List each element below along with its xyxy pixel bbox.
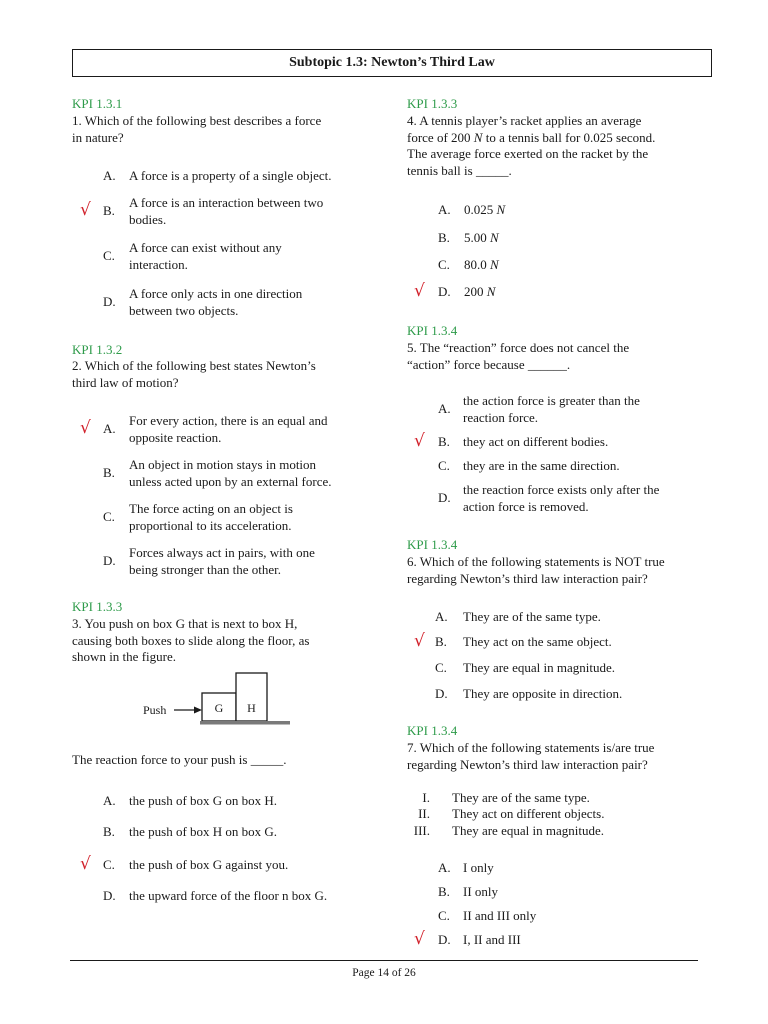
stem-line: tennis ball is _____. — [407, 162, 512, 178]
option-text: A force is an interaction between two — [129, 195, 324, 210]
push-boxes-figure — [130, 668, 300, 730]
option-text: the action force is greater than the — [463, 393, 640, 408]
question-stem — [72, 616, 309, 666]
option-text: II and III only — [463, 908, 537, 923]
floor — [200, 721, 290, 725]
option-letter: C. — [438, 458, 450, 473]
option-text: action force is removed. — [463, 498, 589, 514]
option-letter: B. — [438, 434, 450, 449]
option-text: they act on different bodies. — [463, 434, 609, 449]
option-text: the push of box G on box H. — [129, 793, 278, 808]
correct-check-icon: √ — [80, 418, 91, 438]
option-letter: D. — [103, 553, 116, 568]
option-text: being stronger than the other. — [129, 561, 281, 577]
option-text: the push of box H on box G. — [129, 824, 278, 839]
statement-text: They are equal in magnitude. — [452, 823, 604, 838]
question-stem — [72, 358, 316, 391]
question-stem — [407, 554, 665, 587]
statement-text: They act on different objects. — [452, 806, 605, 821]
kpi-label: KPI 1.3.4 — [407, 537, 458, 552]
option-letter: A. — [438, 401, 451, 416]
stem-line: third law of motion? — [72, 374, 179, 390]
option-letter: B. — [103, 824, 115, 839]
option-letter: C. — [103, 509, 115, 524]
stem-line: 6. Which of the following statements is NOT true — [407, 554, 665, 569]
option-letter: C. — [438, 908, 450, 923]
stem-line: 2. Which of the following best states Newton’s — [72, 358, 316, 373]
option-letter: A. — [103, 421, 116, 436]
option-text: They are equal in magnitude. — [463, 660, 615, 675]
option-letter: D. — [438, 490, 451, 505]
option-letter: B. — [438, 230, 450, 245]
option-text: I only — [463, 860, 494, 875]
stem-line: causing both boxes to slide along the floor, as — [72, 632, 310, 648]
option-text: They are of the same type. — [463, 609, 601, 624]
option-text: II only — [463, 884, 499, 899]
option-text: A force only acts in one direction — [129, 286, 303, 301]
option-letter: C. — [435, 660, 447, 675]
footer-divider — [70, 960, 698, 961]
correct-check-icon: √ — [414, 929, 425, 949]
option-letter: C. — [103, 857, 115, 872]
question-stem — [407, 740, 654, 773]
option-text: Forces always act in pairs, with one — [129, 545, 315, 560]
option-text: An object in motion stays in motion — [129, 457, 317, 472]
stem-line: 3. You push on box G that is next to box H, — [72, 616, 298, 631]
stem-line: in nature? — [72, 129, 124, 145]
kpi-label: KPI 1.3.2 — [72, 342, 123, 357]
option-text: unless acted upon by an external force. — [129, 473, 332, 489]
option-letter: C. — [103, 248, 115, 263]
option-text: proportional to its acceleration. — [129, 517, 292, 533]
question-stem — [407, 113, 655, 179]
statement-text: They are of the same type. — [452, 790, 590, 805]
option-letter: D. — [103, 888, 116, 903]
statement-number: I. — [422, 790, 430, 805]
option-letter: B. — [103, 203, 115, 218]
option-text: 5.00 N — [464, 230, 499, 245]
kpi-label: KPI 1.3.1 — [72, 96, 123, 111]
option-text: I, II and III — [463, 932, 521, 947]
kpi-label: KPI 1.3.3 — [72, 599, 123, 614]
option-letter: A. — [103, 793, 116, 808]
correct-check-icon: √ — [80, 854, 91, 874]
question-stem — [407, 340, 629, 373]
correct-check-icon: √ — [414, 281, 425, 301]
stem-line: regarding Newton’s third law interaction pair? — [407, 756, 648, 772]
option-text: interaction. — [129, 256, 188, 272]
option-letter: A. — [103, 168, 116, 183]
option-letter: D. — [438, 932, 451, 947]
option-text: The force acting on an object is — [129, 501, 293, 516]
question-stem — [72, 113, 321, 146]
box-g-label: G — [214, 701, 224, 715]
option-text: 0.025 N — [464, 202, 506, 217]
stem-line: The average force exerted on the racket by the — [407, 146, 649, 161]
stem-line: “action” force because ______. — [407, 356, 571, 372]
option-text: 80.0 N — [464, 257, 499, 272]
push-arrow-head-icon — [194, 707, 202, 714]
option-letter: A. — [435, 609, 448, 624]
option-letter: B. — [103, 465, 115, 480]
option-text: the reaction force exists only after the — [463, 482, 660, 497]
option-text: opposite reaction. — [129, 429, 222, 445]
option-letter: D. — [438, 284, 451, 299]
kpi-label: KPI 1.3.3 — [407, 96, 458, 111]
stem-line: 1. Which of the following best describes a force — [72, 113, 322, 128]
statement-number: III. — [413, 823, 430, 838]
stem-line: 4. A tennis player’s racket applies an average — [407, 113, 642, 128]
push-label: Push — [143, 703, 167, 717]
stem-line: force of 200 N to a tennis ball for 0.025 second. — [407, 129, 656, 145]
correct-check-icon: √ — [414, 431, 425, 451]
option-letter: D. — [435, 686, 448, 701]
correct-check-icon: √ — [80, 200, 91, 220]
correct-check-icon: √ — [414, 631, 425, 651]
option-text: bodies. — [129, 211, 167, 227]
option-text: They are opposite in direction. — [463, 686, 623, 701]
option-text: A force can exist without any — [129, 240, 282, 255]
option-letter: B. — [435, 634, 447, 649]
statement-number: II. — [418, 806, 430, 821]
box-h-label: H — [247, 701, 256, 715]
option-text: the push of box G against you. — [129, 857, 289, 872]
option-text: A force is a property of a single object. — [129, 168, 332, 183]
page-number: Page 14 of 26 — [352, 967, 416, 979]
kpi-label: KPI 1.3.4 — [407, 723, 458, 738]
stem-line: shown in the figure. — [72, 649, 176, 664]
stem-line: regarding Newton’s third law interaction pair? — [407, 570, 648, 586]
option-letter: C. — [438, 257, 450, 272]
option-letter: B. — [438, 884, 450, 899]
option-letter: D. — [103, 294, 116, 309]
question-prompt: The reaction force to your push is _____. — [72, 752, 287, 767]
option-text: they are in the same direction. — [463, 458, 620, 473]
option-letter: A. — [438, 202, 451, 217]
option-text: For every action, there is an equal and — [129, 413, 328, 428]
option-letter: A. — [438, 860, 451, 875]
kpi-label: KPI 1.3.4 — [407, 323, 458, 338]
page-title: Subtopic 1.3: Newton’s Third Law — [72, 49, 712, 77]
option-text: reaction force. — [463, 409, 539, 425]
stem-line: 5. The “reaction” force does not cancel the — [407, 340, 630, 355]
option-text: 200 N — [464, 284, 496, 299]
option-text: between two objects. — [129, 302, 239, 318]
option-text: the upward force of the floor n box G. — [129, 888, 328, 903]
option-text: They act on the same object. — [463, 634, 612, 649]
stem-line: 7. Which of the following statements is/are true — [407, 740, 655, 755]
